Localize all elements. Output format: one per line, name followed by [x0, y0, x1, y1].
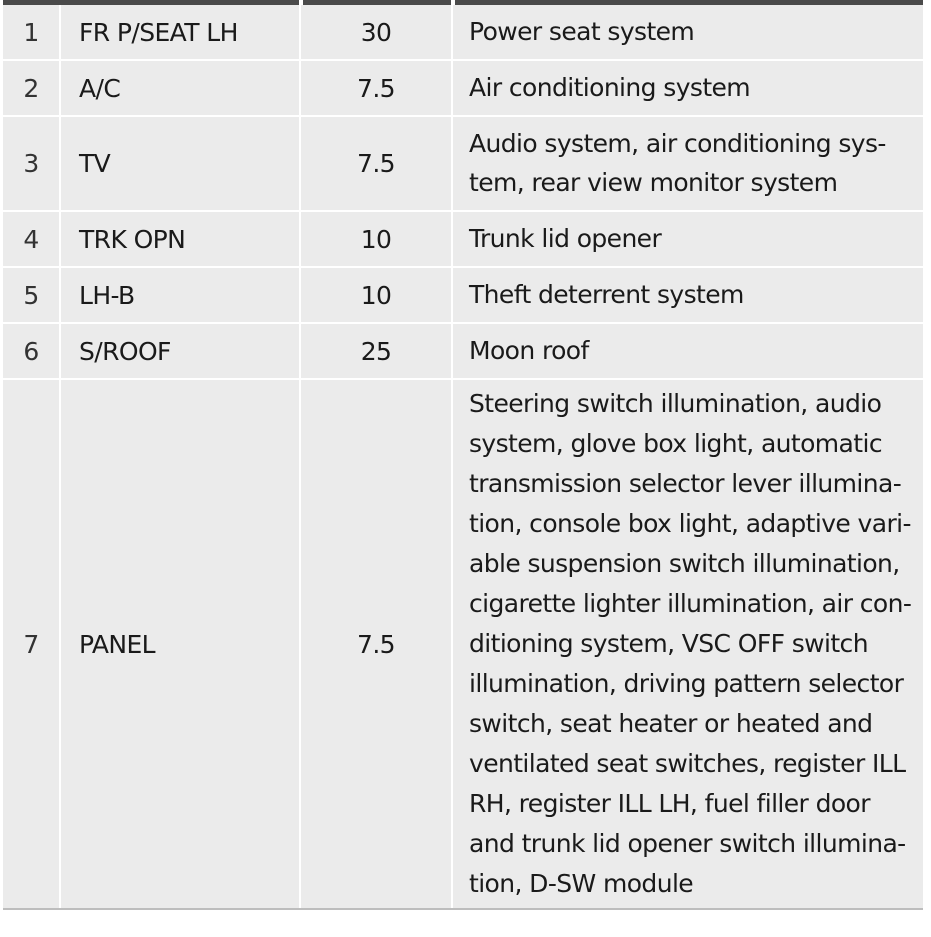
table-row [3, 5, 923, 60]
fuse-circuit-line: RH, register ILL LH, fuel filler door [469, 789, 870, 818]
fuse-circuit: Trunk lid opener [452, 211, 923, 267]
table-row [3, 116, 923, 211]
table-row [3, 379, 923, 909]
fuse-name: LH-B [60, 267, 300, 323]
fuse-name: TRK OPN [60, 211, 300, 267]
fuse-circuit: Power seat system [452, 5, 923, 60]
fuse-circuit-line: able suspension switch illumination, [469, 549, 900, 578]
table-row [3, 323, 923, 379]
fuse-number: 6 [3, 323, 60, 379]
fuse-circuit: Theft deterrent system [452, 267, 923, 323]
fuse-circuit-line: Audio system, air conditioning sys- [469, 129, 886, 158]
fuse-ampere: 10 [300, 211, 452, 267]
fuse-name: PANEL [60, 379, 300, 909]
table-row [3, 211, 923, 267]
fuse-name: A/C [60, 60, 300, 116]
fuse-ampere: 7.5 [300, 379, 452, 909]
fuse-circuit-line: tion, D-SW module [469, 869, 694, 898]
fuse-circuit: Moon roof [452, 323, 923, 379]
fuse-number: 7 [3, 379, 60, 909]
table-row [3, 267, 923, 323]
fuse-number: 1 [3, 5, 60, 60]
fuse-name: TV [60, 116, 300, 211]
fuse-number: 4 [3, 211, 60, 267]
fuse-ampere: 10 [300, 267, 452, 323]
fuse-circuit-line: cigarette lighter illumination, air con- [469, 589, 912, 618]
fuse-number: 3 [3, 116, 60, 211]
fuse-circuit-line: switch, seat heater or heated and [469, 709, 873, 738]
fuse-circuit-line: tion, console box light, adaptive vari- [469, 509, 911, 538]
fuse-circuit [452, 116, 923, 211]
fuse-ampere: 30 [300, 5, 452, 60]
fuse-circuit-line: tem, rear view monitor system [469, 167, 838, 197]
fuse-ampere: 25 [300, 323, 452, 379]
fuse-circuit-line: transmission selector lever illumina- [469, 469, 902, 498]
fuse-circuit-line: and trunk lid opener switch illumina- [469, 829, 906, 858]
fuse-number: 2 [3, 60, 60, 116]
fuse-circuit: Air conditioning system [452, 60, 923, 116]
table-row [3, 60, 923, 116]
fuse-number: 5 [3, 267, 60, 323]
fuse-circuit [452, 379, 923, 909]
fuse-circuit-line: system, glove box light, automatic [469, 429, 882, 458]
fuse-circuit-line: illumination, driving pattern selector [469, 669, 904, 698]
fuse-circuit-line: ventilated seat switches, register ILL [469, 749, 906, 778]
fuse-name: FR P/SEAT LH [60, 5, 300, 60]
fuse-name: S/ROOF [60, 323, 300, 379]
fuse-ampere: 7.5 [300, 60, 452, 116]
fuse-ampere: 7.5 [300, 116, 452, 211]
fuse-table [3, 5, 923, 910]
fuse-circuit-line: Steering switch illumination, audio [469, 389, 882, 418]
fuse-circuit-line: ditioning system, VSC OFF switch [469, 629, 868, 658]
